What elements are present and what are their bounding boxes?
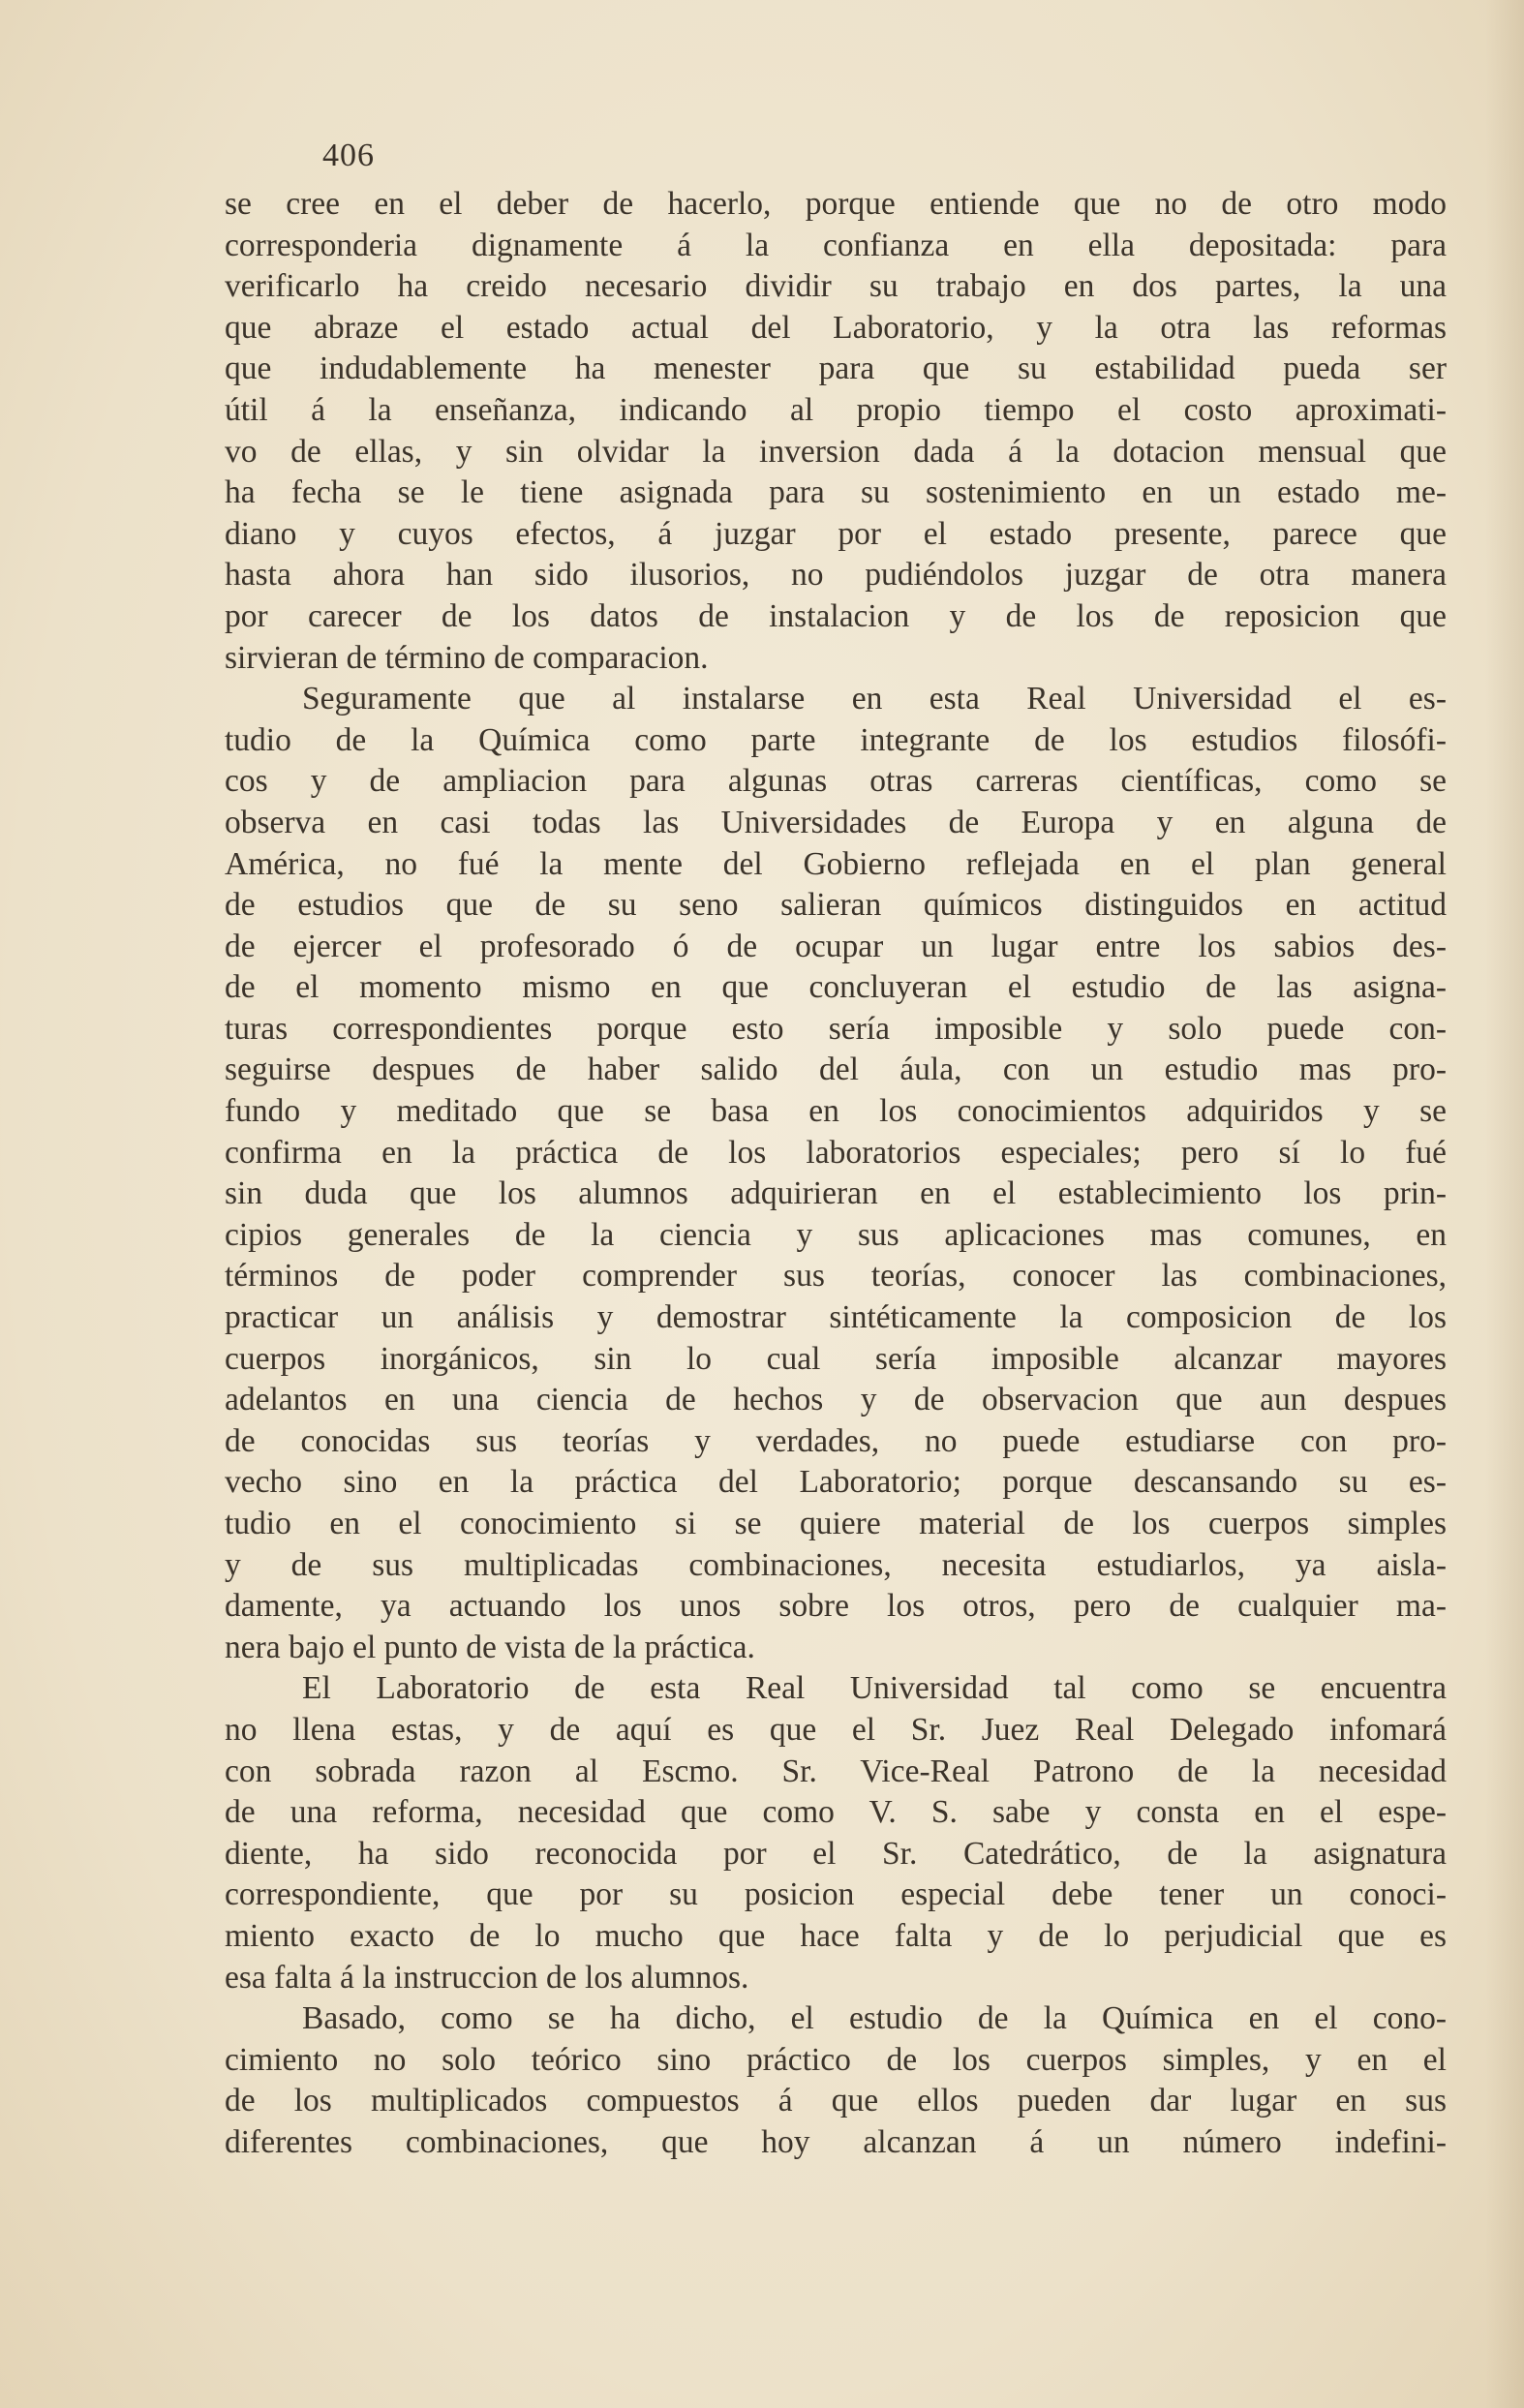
text-line: hasta ahora han sido ilusorios, no pudiéndolos juzgar de otra manera [225,557,1447,594]
text-line: sirvieran de término de comparacion. [225,639,709,676]
text-line: turas correspondientes porque esto sería imposible y solo puede con- [225,1010,1447,1047]
text-line: de estudios que de su seno salieran químicos distinguidos en actitud [225,887,1447,924]
text-line: que abraze el estado actual del Laboratorio, y la otra las reformas [225,309,1447,346]
text-line: adelantos en una ciencia de hechos y de observacion que aun despues [225,1382,1447,1418]
text-line: diente, ha sido reconocida por el Sr. Catedrático, de la asignatura [225,1835,1447,1872]
text-line: nera bajo el punto de vista de la práctica. [225,1629,755,1665]
text-line: verificarlo ha creido necesario dividir su trabajo en dos partes, la una [225,268,1447,305]
text-line: cimiento no solo teórico sino práctico de los cuerpos simples, y en el [225,2041,1447,2078]
text-line: vo de ellas, y sin olvidar la inversion dada á la dotacion mensual que [225,433,1447,470]
paragraph-first-line: Seguramente que al instalarse en esta Real Universidad el es- [302,681,1447,717]
text-line: de el momento mismo en que concluyeran el estudio de las asigna- [225,969,1447,1006]
text-line: con sobrada razon al Escmo. Sr. Vice-Real Patrono de la necesidad [225,1753,1447,1789]
paragraph-first-line: Basado, como se ha dicho, el estudio de la Química en el cono- [302,2000,1447,2037]
text-line: de conocidas sus teorías y verdades, no puede estudiarse con pro- [225,1422,1447,1459]
page-number: 406 [322,137,375,173]
text-line: cipios generales de la ciencia y sus aplicaciones mas comunes, en [225,1216,1447,1253]
text-line: se cree en el deber de hacerlo, porque entiende que no de otro modo [225,186,1447,222]
text-line: observa en casi todas las Universidades de Europa y en alguna de [225,804,1447,840]
text-line: practicar un análisis y demostrar sintéticamente la composicion de los [225,1299,1447,1336]
text-line: y de sus multiplicadas combinaciones, necesita estudiarlos, ya aisla- [225,1546,1447,1583]
text-line: de una reforma, necesidad que como V. S. sabe y consta en el espe- [225,1794,1447,1831]
text-line: de ejercer el profesorado ó de ocupar un lugar entre los sabios des- [225,928,1447,964]
text-line: no llena estas, y de aquí es que el Sr. Juez Real Delegado infomará [225,1711,1447,1748]
text-line: que indudablemente ha menester para que su estabilidad pueda ser [225,351,1447,387]
body-text [225,184,1447,2164]
text-line: cos y de ampliacion para algunas otras carreras científicas, como se [225,763,1447,800]
text-line: correspondiente, que por su posicion especial debe tener un conoci- [225,1876,1447,1913]
text-line: corresponderia dignamente á la confianza en ella depositada: para [225,227,1447,263]
text-line: confirma en la práctica de los laboratorios especiales; pero sí lo fué [225,1134,1447,1171]
text-line: por carecer de los datos de instalacion y de los de reposicion que [225,597,1447,634]
text-line: esa falta á la instruccion de los alumnos. [225,1959,749,1996]
text-line: útil á la enseñanza, indicando al propio tiempo el costo aproximati- [225,391,1447,428]
text-line: tudio en el conocimiento si se quiere material de los cuerpos simples [225,1506,1447,1541]
text-line: tudio de la Química como parte integrante de los estudios filosófi- [225,721,1447,758]
text-line: fundo y meditado que se basa en los conocimientos adquiridos y se [225,1093,1447,1130]
text-line: términos de poder comprender sus teorías, conocer las combinaciones, [225,1258,1447,1295]
text-line: miento exacto de lo mucho que hace falta y de lo perjudicial que es [225,1917,1447,1954]
text-line: de los multiplicados compuestos á que ellos pueden dar lugar en sus [225,2083,1447,2119]
text-line: América, no fué la mente del Gobierno reflejada en el plan general [225,845,1447,882]
text-line: damente, ya actuando los unos sobre los otros, pero de cualquier ma- [225,1588,1447,1625]
text-line: seguirse despues de haber salido del áula, con un estudio mas pro- [225,1052,1447,1088]
text-line: diferentes combinaciones, que hoy alcanzan á un número indefini- [225,2123,1447,2160]
text-line: diano y cuyos efectos, á juzgar por el estado presente, parece que [225,515,1447,552]
page-edge-shadow [1485,0,1524,2408]
text-line: sin duda que los alumnos adquirieran en el establecimiento los prin- [225,1175,1447,1212]
text-line: cuerpos inorgánicos, sin lo cual sería imposible alcanzar mayores [225,1340,1447,1377]
paragraph-first-line: El Laboratorio de esta Real Universidad tal como se encuentra [302,1670,1447,1707]
text-line: ha fecha se le tiene asignada para su sostenimiento en un estado me- [225,474,1447,511]
text-line: vecho sino en la práctica del Laboratorio; porque descansando su es- [225,1464,1447,1501]
